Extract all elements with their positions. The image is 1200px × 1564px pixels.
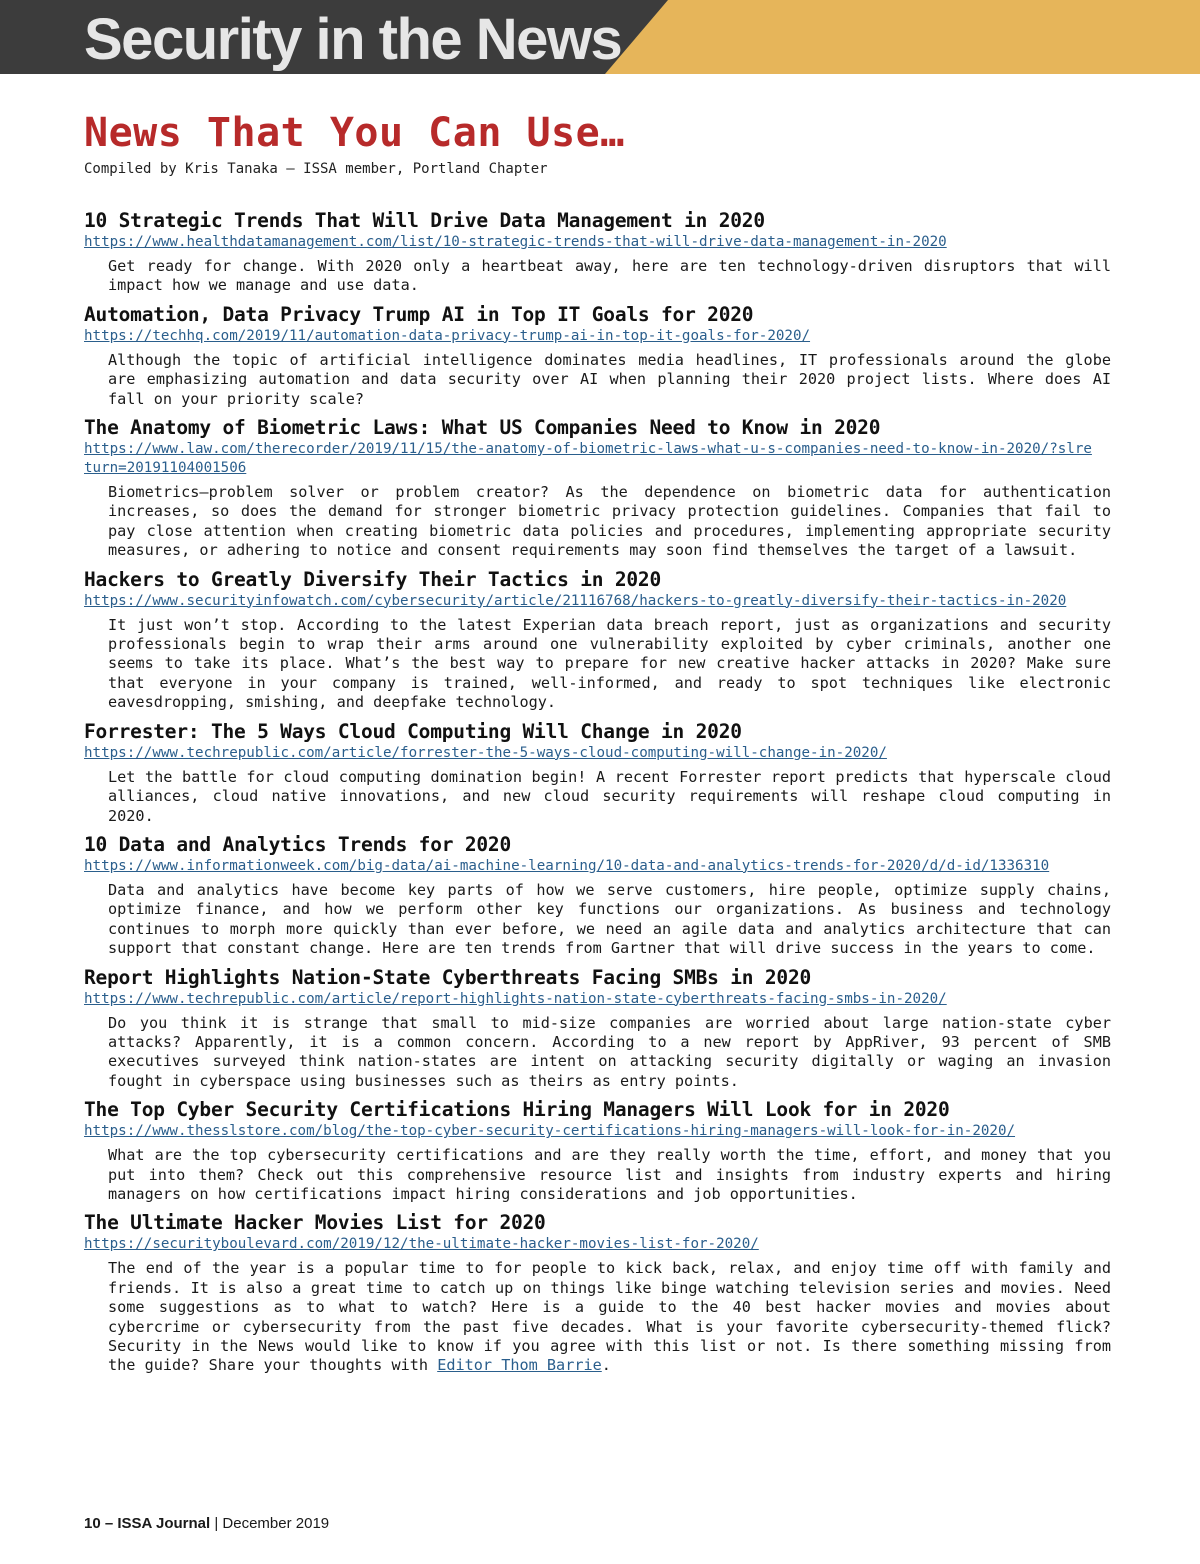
- editor-email-link[interactable]: Editor Thom Barrie: [437, 1356, 602, 1375]
- article-summary: Data and analytics have become key parts of how we serve customers, hire people, optimize supply chains, optimize finance, and how we perform other key functions our organizations. As business and technology continues to morph more quickly than ever before, we need an agile data and analytics architecture that can support that constant change. Here are ten trends from Gartner that will drive success in the years to come.: [108, 880, 1111, 958]
- byline: Compiled by Kris Tanaka – ISSA member, Portland Chapter: [84, 161, 548, 177]
- article-summary: Although the topic of artificial intelligence dominates media headlines, IT professionals around the globe are emphasizing automation and data security over AI when planning their 2020 project lists. Where does AI fall on your priority scale?: [108, 350, 1111, 408]
- article-item: [84, 415, 1114, 561]
- article-title: Forrester: The 5 Ways Cloud Computing Will Change in 2020: [84, 719, 742, 743]
- article-link[interactable]: https://techhq.com/2019/11/automation-data-privacy-trump-ai-in-top-it-goals-for-2020/: [84, 327, 811, 344]
- article-item: [84, 1097, 1114, 1204]
- section-banner: [0, 0, 1200, 74]
- article-item: [84, 302, 1114, 409]
- article-item: [84, 1210, 1114, 1375]
- main-content: [84, 106, 1114, 1382]
- page-title: News That You Can Use…: [84, 110, 625, 156]
- article-summary: Do you think it is strange that small to mid-size companies are worried about large nation-state cyber attacks? Apparently, it is a common concern. According to a new report by AppRiver, 93 percent of SMB executives surveyed think nation-states are intent on attacking security digitally or waging an invasion fought in cyberspace using businesses such as theirs as entry points.: [108, 1013, 1111, 1090]
- article-summary: What are the top cybersecurity certifications and are they really worth the time, effort, and money that you put into them? Check out this comprehensive resource list and insights from industry experts and hiring managers on how certifications impact hiring considerations and job opportunities.: [108, 1146, 1111, 1203]
- article-link[interactable]: https://securityboulevard.com/2019/12/the-ultimate-hacker-movies-list-for-2020/: [84, 1236, 759, 1253]
- article-item: [84, 208, 1114, 296]
- article-summary: Get ready for change. With 2020 only a heartbeat away, here are ten technology-driven disruptors that will impact how we manage and use data.: [108, 257, 1111, 295]
- footer-page-label: 10 – ISSA Journal: [84, 1515, 211, 1532]
- page-footer: [84, 1515, 329, 1532]
- section-title: Security in the News: [84, 7, 622, 72]
- article-link[interactable]: https://www.techrepublic.com/article/report-highlights-nation-state-cyberthreats-facing-smbs-in-2020/: [84, 990, 947, 1007]
- summary-end-punctuation: .: [601, 1356, 611, 1375]
- article-title: The Anatomy of Biometric Laws: What US Companies Need to Know in 2020: [84, 416, 881, 440]
- article-item: [84, 965, 1114, 1092]
- article-item: [84, 832, 1114, 959]
- article-summary: [108, 1259, 1111, 1375]
- article-title: Report Highlights Nation-State Cyberthreats Facing SMBs in 2020: [84, 965, 812, 989]
- article-link[interactable]: https://www.law.com/therecorder/2019/11/15/the-anatomy-of-biometric-laws-what-u-s-companies-need-to-know-in-2020/?slreturn=20191104001506: [84, 441, 1092, 477]
- article-title: The Ultimate Hacker Movies List for 2020: [84, 1211, 546, 1235]
- article-summary: It just won’t stop. According to the latest Experian data breach report, just as organizations and security professionals begin to wrap their arms around one vulnerability exploited by cyber criminals, another one seems to take its place. What’s the best way to prepare for new creative hacker attacks in 2020? Make sure that everyone in your company is trained, well-informed, and ready to spot techniques like electronic eavesdropping, smishing, and deepfake technology.: [108, 615, 1111, 712]
- article-link[interactable]: https://www.techrepublic.com/article/forrester-the-5-ways-cloud-computing-will-change-in-2020/: [84, 744, 887, 761]
- article-title: 10 Strategic Trends That Will Drive Data Management in 2020: [84, 209, 765, 232]
- article-title: The Top Cyber Security Certifications Hiring Managers Will Look for in 2020: [84, 1098, 950, 1122]
- article-summary: Let the battle for cloud computing domination begin! A recent Forrester report predicts that hyperscale cloud alliances, cloud native innovations, and new cloud security requirements will reshape cloud computing in 2020.: [108, 767, 1111, 825]
- footer-separator: |: [210, 1515, 223, 1532]
- article-link[interactable]: https://www.thesslstore.com/blog/the-top-cyber-security-certifications-hiring-managers-will-look-for-in-2020/: [84, 1123, 1016, 1140]
- article-summary: Biometrics—problem solver or problem creator? As the dependence on biometric data for authentication increases, so does the demand for stronger biometric privacy protection guidelines. Companies that fail to pay close attention when creating biometric data policies and procedures, implementing appropriate security measures, or adhering to notice and consent requirements may soon find themselves the target of a lawsuit.: [108, 483, 1111, 560]
- article-title: Automation, Data Privacy Trump AI in Top IT Goals for 2020: [84, 302, 754, 326]
- article-title: 10 Data and Analytics Trends for 2020: [84, 832, 511, 856]
- article-link[interactable]: https://www.healthdatamanagement.com/list/10-strategic-trends-that-will-drive-data-management-in-2020: [84, 234, 947, 250]
- footer-date: December 2019: [222, 1515, 330, 1532]
- article-summary-text: The end of the year is a popular time to for people to kick back, relax, and enjoy time off with family and friends. It is also a great time to catch up on things like binge watching television series and movies. Need some suggestions as to what to watch? Here is a guide to the 40 best hacker movies and movies about cybercrime or cybersecurity from the past five decades. What is your favorite cybersecurity-themed flick? Security in the News would like to know if you agree with this list or not. Is there something missing from the guide? Share your thoughts with: [108, 1259, 1111, 1375]
- article-link[interactable]: https://www.securityinfowatch.com/cybersecurity/article/21116768/hackers-to-greatly-diversify-their-tactics-in-2020: [84, 592, 1067, 609]
- article-title: Hackers to Greatly Diversify Their Tactics in 2020: [84, 567, 661, 591]
- article-item: [84, 567, 1114, 713]
- article-item: [84, 719, 1114, 826]
- article-link[interactable]: https://www.informationweek.com/big-data/ai-machine-learning/10-data-and-analytics-trends-for-2020/d/d-id/1336310: [84, 857, 1050, 874]
